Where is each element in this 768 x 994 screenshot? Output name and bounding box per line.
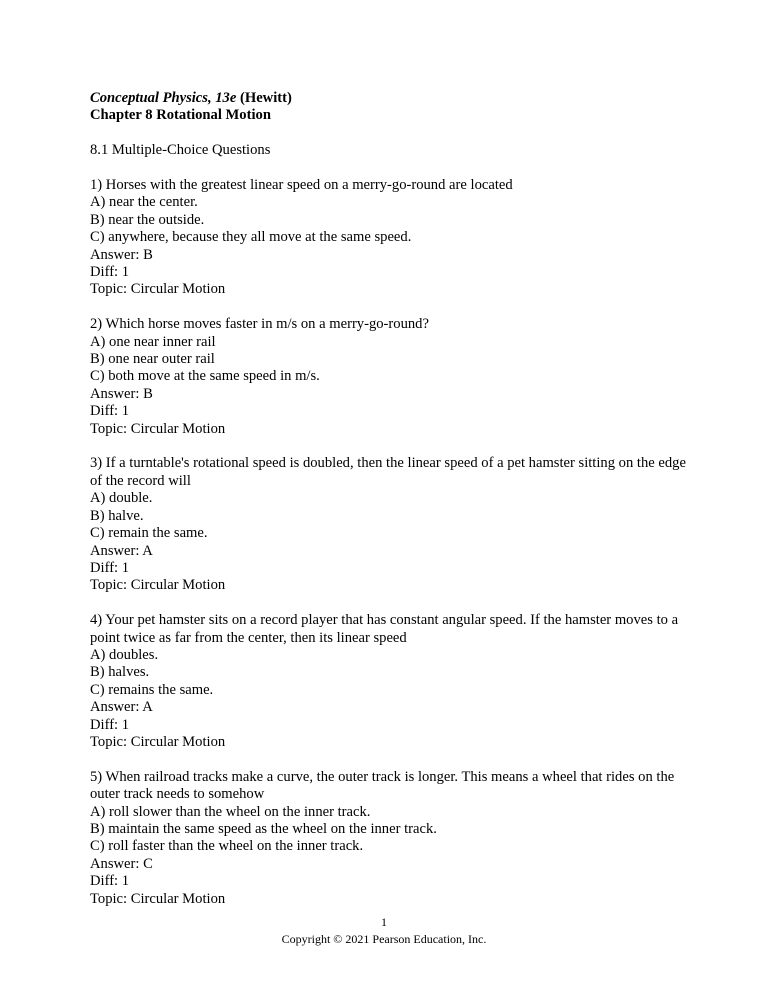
author: (Hewitt)	[236, 90, 292, 106]
section-heading: 8.1 Multiple-Choice Questions	[90, 142, 271, 159]
difficulty: Diff: 1	[90, 559, 130, 576]
difficulty: Diff: 1	[90, 403, 130, 420]
book-title: Conceptual Physics, 13e	[90, 90, 237, 106]
question-stem: 5) When railroad tracks make a curve, the outer track is longer. This means a wheel that rides on the outer track needs to somehow	[90, 768, 675, 803]
document-page	[90, 90, 690, 908]
option-a: A) roll slower than the wheel on the inner track.	[90, 803, 371, 820]
option-c: C) remains the same.	[90, 681, 214, 698]
topic: Topic: Circular Motion	[90, 281, 226, 298]
answer: Answer: A	[90, 699, 153, 716]
option-c: C) both move at the same speed in m/s.	[90, 368, 320, 385]
difficulty: Diff: 1	[90, 264, 130, 281]
answer: Answer: B	[90, 385, 153, 402]
topic: Topic: Circular Motion	[90, 577, 226, 594]
question-stem: 1) Horses with the greatest linear speed on a merry-go-round are located	[90, 177, 513, 193]
question-stem: 3) If a turntable's rotational speed is doubled, then the linear speed of a pet hamster sitting on the edge of the record will	[90, 455, 686, 489]
difficulty: Diff: 1	[90, 873, 130, 890]
question-3	[90, 455, 690, 594]
answer: Answer: A	[90, 542, 153, 559]
question-4	[90, 612, 690, 751]
option-c: C) anywhere, because they all move at the same speed.	[90, 229, 412, 246]
option-b: B) near the outside.	[90, 211, 205, 228]
topic: Topic: Circular Motion	[90, 420, 226, 437]
page-number: 1	[381, 915, 387, 929]
option-b: B) halve.	[90, 507, 144, 524]
option-b: B) maintain the same speed as the wheel on the inner track.	[90, 820, 437, 837]
topic: Topic: Circular Motion	[90, 890, 226, 907]
question-stem: 4) Your pet hamster sits on a record player that has constant angular speed. If the hamster moves to a point twice as far from the center, then its linear speed	[90, 612, 679, 646]
question-2	[90, 316, 690, 438]
answer: Answer: C	[90, 855, 153, 872]
answer: Answer: B	[90, 246, 153, 263]
option-a: A) one near inner rail	[90, 333, 216, 350]
option-a: A) double.	[90, 490, 153, 507]
option-a: A) doubles.	[90, 646, 159, 663]
question-5	[90, 769, 690, 908]
topic: Topic: Circular Motion	[90, 733, 226, 750]
question-stem: 2) Which horse moves faster in m/s on a merry-go-round?	[90, 316, 429, 333]
option-c: C) roll faster than the wheel on the inner track.	[90, 838, 364, 855]
difficulty: Diff: 1	[90, 716, 130, 733]
option-b: B) one near outer rail	[90, 351, 215, 368]
question-1	[90, 177, 690, 299]
chapter-title: Chapter 8 Rotational Motion	[90, 107, 271, 124]
option-b: B) halves.	[90, 664, 150, 681]
copyright-notice: Copyright © 2021 Pearson Education, Inc.	[281, 932, 487, 946]
option-c: C) remain the same.	[90, 525, 208, 542]
book-title-line	[90, 90, 690, 107]
option-a: A) near the center.	[90, 194, 198, 211]
